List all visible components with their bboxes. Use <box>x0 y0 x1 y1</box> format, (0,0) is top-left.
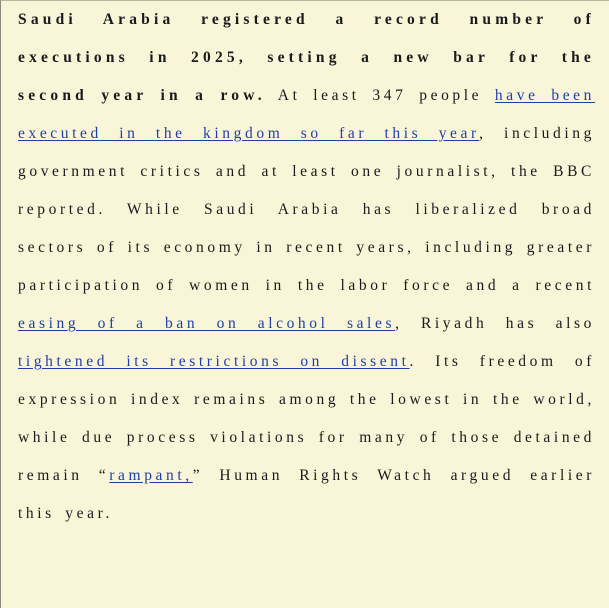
paragraph-text: , Riyadh has also <box>395 315 595 332</box>
link-executions-this-year[interactable]: have been executed in the kingdom so far this year <box>18 87 596 142</box>
article-paragraph <box>18 1 595 533</box>
article-body <box>1 1 609 533</box>
lead-sentence: Saudi Arabia registered a record number of executions in 2025, setting a new bar for the second year in a row. <box>18 11 595 104</box>
link-rampant[interactable]: rampant, <box>109 467 193 484</box>
link-dissent-restrictions[interactable]: tightened its restrictions on dissent <box>18 353 410 370</box>
paragraph-text: , including government critics and at least one journalist, the BBC reported. While Saudi Arabia has liberalized broad sectors of its economy in recent years, including greater participation of women in the labor force and a recent <box>18 125 595 294</box>
paragraph-text: ” Human Rights Watch argued earlier this year. <box>18 467 595 522</box>
paragraph-text: . Its freedom of expression index remains among the lowest in the world, while due process violations for many of those detained remain “ <box>18 353 596 484</box>
paragraph-text: At least 347 people <box>265 87 495 104</box>
link-alcohol-ban-easing[interactable]: easing of a ban on alcohol sales <box>18 315 396 332</box>
